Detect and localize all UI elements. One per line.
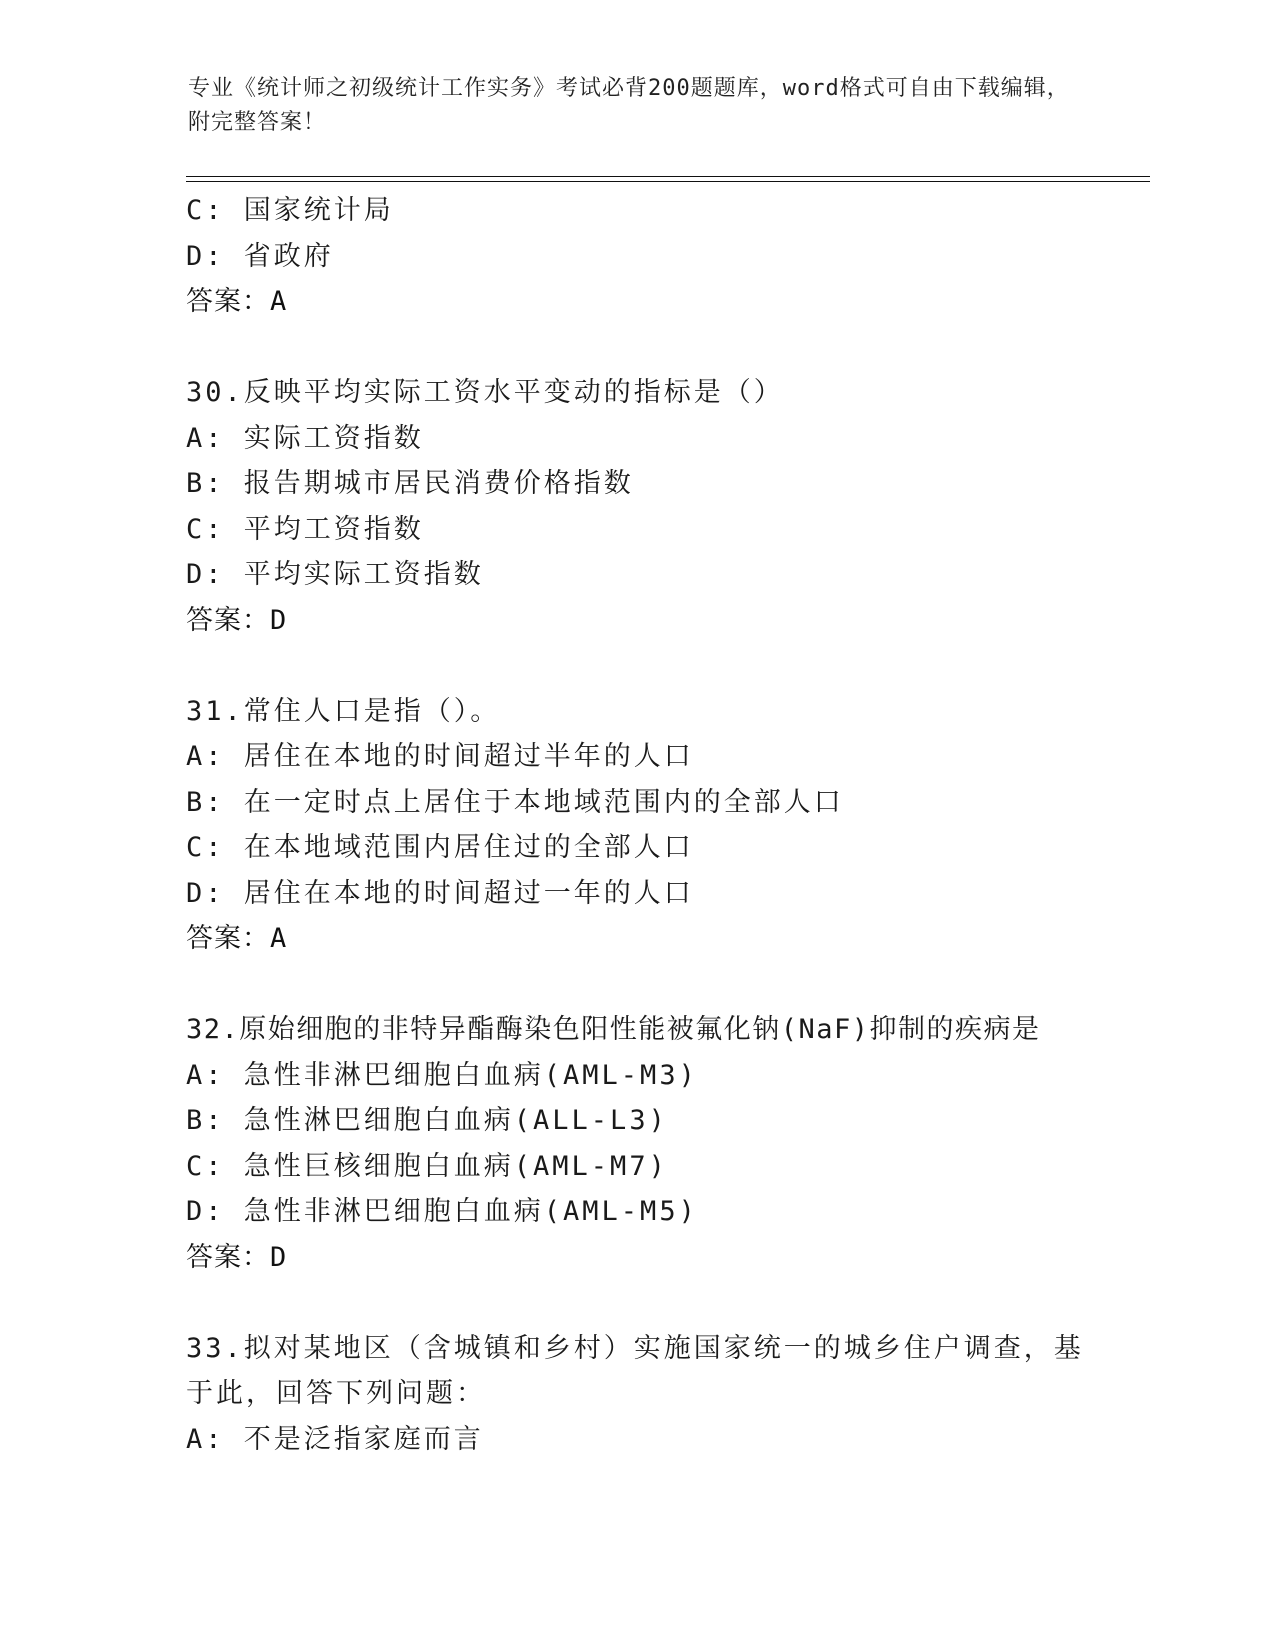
- answer-value: A: [270, 923, 288, 954]
- header-rule-thin: [186, 181, 1150, 182]
- answer-line: [186, 916, 1136, 962]
- option-line: [186, 871, 1136, 917]
- option-text: 急性淋巴细胞白血病(ALL-L3): [243, 1105, 668, 1136]
- option-label: C:: [186, 832, 225, 863]
- option-text: 急性巨核细胞白血病(AML-M7): [243, 1150, 668, 1182]
- option-line: [186, 734, 1136, 780]
- option-line: [186, 825, 1136, 871]
- option-label: A:: [186, 422, 225, 454]
- question-stem: 32.原始细胞的非特异酯酶染色阳性能被氟化钠(NaF)抑制的疾病是: [186, 1014, 1041, 1045]
- option-text: 省政府: [243, 240, 334, 272]
- document-header: 专业《统计师之初级统计工作实务》考试必背200题题库，word格式可自由下载编辑，附完整答案！: [188, 76, 1070, 135]
- option-line: [186, 1417, 1136, 1463]
- answer-line: [186, 1235, 1136, 1281]
- answer-value: A: [270, 286, 288, 317]
- spacer: [186, 1280, 1136, 1326]
- answer-line: [186, 598, 1136, 644]
- question-list: [186, 188, 1136, 1462]
- option-label: C:: [186, 195, 225, 226]
- answer-label: 答案：: [186, 286, 270, 317]
- option-label: A:: [186, 1423, 225, 1455]
- spacer: [186, 643, 1136, 689]
- option-label: A:: [186, 1059, 225, 1091]
- option-label: D:: [186, 559, 225, 590]
- option-label: C:: [186, 513, 225, 545]
- option-line: [186, 1189, 1136, 1235]
- option-label: D:: [186, 240, 225, 272]
- answer-value: D: [270, 1241, 288, 1273]
- question-stem: 30.反映平均实际工资水平变动的指标是（）: [186, 377, 784, 408]
- answer-line: [186, 279, 1136, 325]
- option-line: [186, 416, 1136, 462]
- option-label: B:: [186, 1105, 225, 1136]
- answer-label: 答案：: [186, 923, 270, 954]
- answer-label: 答案：: [186, 604, 270, 636]
- option-line: [186, 780, 1136, 826]
- option-label: D:: [186, 877, 225, 909]
- option-text: 居住在本地的时间超过一年的人口: [243, 877, 694, 909]
- option-label: A:: [186, 741, 225, 772]
- option-line: [186, 188, 1136, 234]
- option-line: [186, 507, 1136, 553]
- option-text: 在本地域范围内居住过的全部人口: [243, 832, 694, 863]
- option-text: 报告期城市居民消费价格指数: [243, 468, 634, 499]
- option-text: 平均实际工资指数: [243, 559, 484, 590]
- option-text: 实际工资指数: [243, 422, 424, 454]
- question-stem: 31.常住人口是指（）。: [186, 695, 501, 727]
- header-rule-thick: [186, 176, 1150, 177]
- option-line: [186, 461, 1136, 507]
- option-line: [186, 1098, 1136, 1144]
- option-text: 不是泛指家庭而言: [243, 1423, 484, 1455]
- option-label: C:: [186, 1150, 225, 1182]
- option-text: 平均工资指数: [243, 513, 424, 545]
- question-stem: 33.拟对某地区（含城镇和乡村）实施国家统一的城乡住户调查，基于此，回答下列问题：: [186, 1332, 1084, 1409]
- spacer: [186, 962, 1136, 1008]
- option-line: [186, 552, 1136, 598]
- option-line: [186, 234, 1136, 280]
- option-text: 居住在本地的时间超过半年的人口: [243, 741, 694, 772]
- answer-value: D: [270, 604, 288, 636]
- spacer: [186, 325, 1136, 371]
- option-text: 国家统计局: [243, 195, 394, 226]
- option-text: 急性非淋巴细胞白血病(AML-M5): [243, 1196, 698, 1227]
- option-line: [186, 1144, 1136, 1190]
- option-label: B:: [186, 468, 225, 499]
- option-text: 在一定时点上居住于本地域范围内的全部人口: [243, 786, 844, 818]
- option-text: 急性非淋巴细胞白血病(AML-M3): [243, 1059, 698, 1091]
- option-line: [186, 1053, 1136, 1099]
- option-label: D:: [186, 1196, 225, 1227]
- option-label: B:: [186, 786, 225, 818]
- answer-label: 答案：: [186, 1241, 270, 1273]
